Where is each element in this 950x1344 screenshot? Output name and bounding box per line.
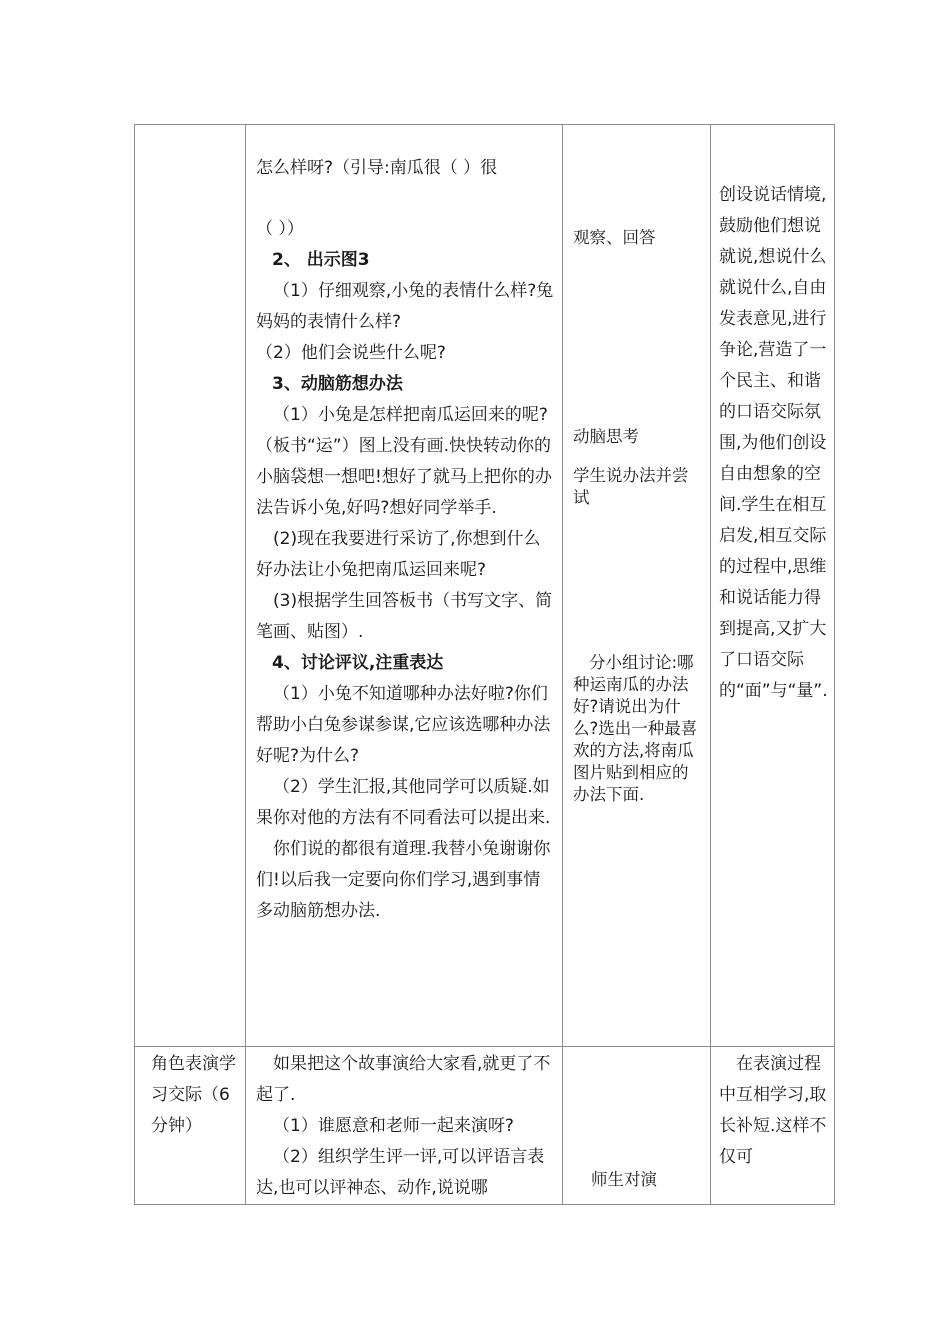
stage-text: 角色表演学习交际（6分钟） [151,1054,236,1136]
student-activity-cell [563,1047,711,1205]
table-row [135,1047,835,1205]
text-line: （2）他们会说些什么呢? [256,343,446,363]
text-line: （1）小兔不知道哪种办法好啦?你们帮助小白兔参谋参谋,它应该选哪种办法好呢?为什么? [256,684,551,766]
text-line: (2)现在我要进行采访了,你想到什么好办法让小兔把南瓜运回来呢? [256,529,541,580]
text-line: 你们说的都很有道理.我替小兔谢谢你们!以后我一定要向你们学习,遇到事情多动脑筋想办法. [256,839,551,921]
text-line: 学生说办法并尝试 [573,466,689,507]
text-line: （ ）） [256,219,304,239]
design-intent-cell [711,125,835,1047]
text-line: 动脑思考 [573,427,639,446]
text-line: 师生对演 [591,1170,657,1189]
text-line: 观察、回答 [573,228,656,247]
text-line: 怎么样呀?（引导:南瓜很（ ）很 [256,158,498,178]
text-line: （1）小兔是怎样把南瓜运回来的呢?（板书“运”）图上没有画.快快转动你的小脑袋想一想吧!想好了就马上把你的办法告诉小兔,好吗?想好同学举手. [256,405,552,518]
teacher-activity-cell [246,125,563,1047]
text-line: (3)根据学生回答板书（书写文字、简笔画、贴图）. [256,591,553,642]
student-activity-cell [563,125,711,1047]
section-heading: 2、 出示图3 [272,250,370,270]
text-line: （2）组织学生评一评,可以评语言表达,也可以评神态、动作,说说哪 [256,1147,545,1198]
text-line: （2）学生汇报,其他同学可以质疑.如果你对他的方法有不同看法可以提出来. [256,777,551,828]
text-line: 如果把这个故事演给大家看,就更了不起了. [256,1054,551,1105]
teacher-activity-cell [246,1047,563,1205]
table-row [135,125,835,1047]
text-line: 创设说话情境,鼓励他们想说就说,想说什么就说什么,自由发表意见,进行争论,营造了一个民主、和谐的口语交际氛围,为他们创设自由想象的空间.学生在相互启发,相互交际的过程中,思维和说话能力得到提高,又扩大了口语交际的“面”与“量”. [719,185,828,701]
stage-cell [135,1047,246,1205]
text-line: 分小组讨论:哪种运南瓜的办法好?请说出为什么?选出一种最喜欢的方法,将南瓜图片贴到相应的办法下面. [573,653,698,804]
text-line: （1）仔细观察,小兔的表情什么样?兔妈妈的表情什么样? [256,281,554,332]
stage-cell [135,125,246,1047]
section-heading: 4、讨论评议,注重表达 [272,653,444,673]
text-line: 在表演过程中互相学习,取长补短.这样不仅可 [719,1054,827,1167]
lesson-plan-table [134,124,835,1205]
section-heading: 3、动脑筋想办法 [272,374,403,394]
design-intent-cell [711,1047,835,1205]
text-line: （1）谁愿意和老师一起来演呀? [273,1116,514,1136]
